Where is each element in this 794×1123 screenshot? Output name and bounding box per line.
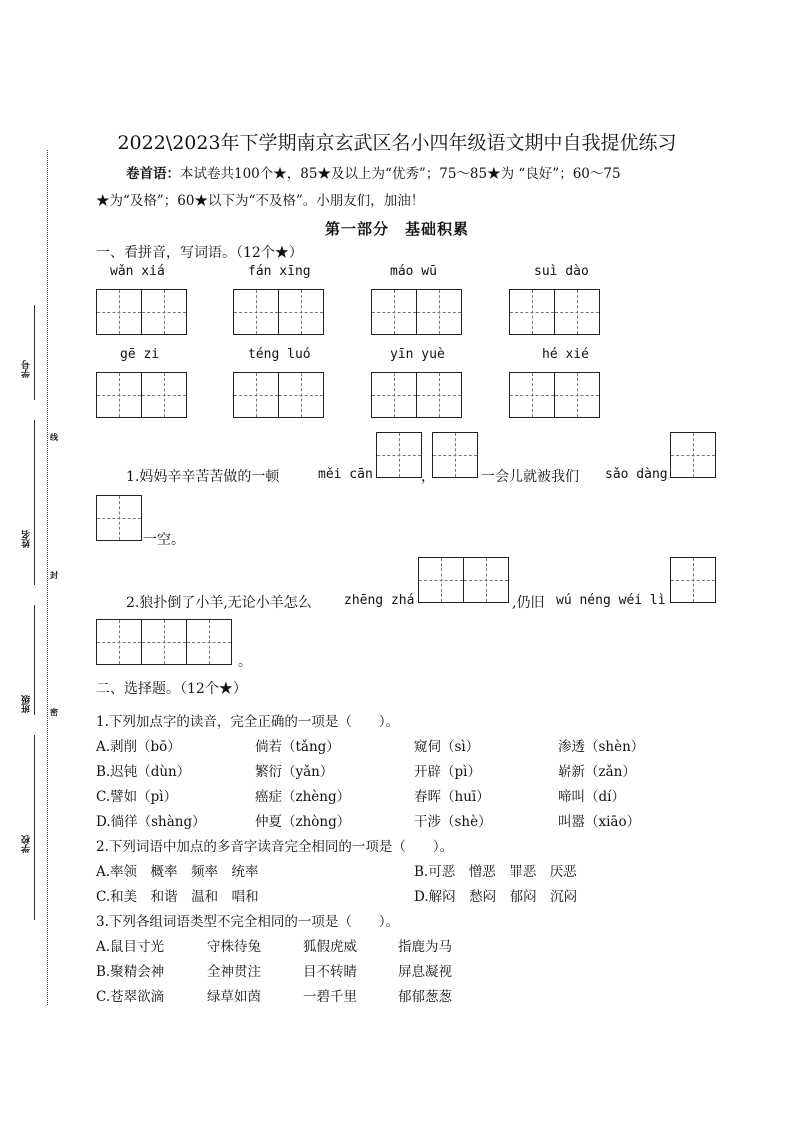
q2-option: A.率领 概率 频率 统率 [96, 864, 259, 880]
q3-option: C.苍翠欲滴 [96, 989, 165, 1005]
q2-stem: 2.下列词语中加点的多音字读音完全相同的一项是（ ）。 [96, 839, 454, 855]
section1-heading: 一、看拼音，写词语。（12个★） [96, 245, 303, 261]
sentence1-comma: ， [421, 469, 435, 485]
sentence2-part-b: ,仍旧 [512, 595, 545, 611]
sentence1-part-b: 一会儿就被我们 [481, 469, 579, 485]
school-underline [34, 735, 35, 920]
seal-mark-line: 线 [50, 432, 58, 442]
writing-grid[interactable] [96, 619, 231, 665]
q1-option: 叫嚣（xiāo） [558, 814, 641, 830]
id-underline [34, 305, 35, 400]
q3-option: 绿草如茵 [207, 989, 261, 1005]
q1-option: B.迟钝（dùn） [96, 764, 191, 780]
writing-grid[interactable] [371, 289, 461, 335]
writing-grid[interactable] [418, 557, 508, 603]
pinyin-label: yīn yuè [390, 347, 445, 362]
name-underline [34, 420, 35, 585]
q1-stem: 1.下列加点字的读音，完全正确的一项是（ ）。 [96, 714, 400, 730]
intro-text-1: 本试卷共100个★，85★及以上为“优秀”；75～85★为 “良好”；60～75 [180, 166, 621, 182]
sentence1-pinyin-1: měi cān [318, 467, 373, 482]
class-underline [34, 605, 35, 715]
pinyin-label: hé xié [542, 347, 589, 362]
pinyin-label: téng luó [248, 347, 311, 362]
q3-option: 郁郁葱葱 [398, 989, 452, 1005]
writing-grid[interactable] [371, 372, 461, 418]
writing-grid[interactable] [96, 372, 186, 418]
class-label: 班级 [22, 695, 32, 713]
sentence2-pinyin-1: zhēng zhá [344, 593, 415, 608]
q1-option: 干涉（shè） [414, 814, 492, 830]
q3-option: 狐假虎威 [303, 939, 357, 955]
writing-cell[interactable] [376, 432, 421, 478]
q3-option: 一碧千里 [303, 989, 357, 1005]
pinyin-label: máo wū [390, 264, 437, 279]
intro-line-1 [126, 162, 621, 182]
q1-option: C.譬如（pì） [96, 789, 178, 805]
part1-title: 第一部分 基础积累 [324, 220, 469, 238]
student-id-label: 学号 [22, 360, 32, 378]
school-label: 学校 [22, 835, 32, 853]
q3-option: 目不转睛 [303, 964, 357, 980]
writing-cell[interactable] [670, 432, 715, 478]
intro-label: 卷首语： [126, 166, 180, 182]
sentence2-part-a: 2.狼扑倒了小羊,无论小羊怎么 [126, 595, 312, 611]
writing-grid[interactable] [509, 289, 599, 335]
writing-grid[interactable] [233, 372, 323, 418]
sentence1-part-c: 一空。 [143, 532, 185, 548]
binding-margin [8, 0, 68, 1123]
q3-stem: 3.下列各组词语类型不完全相同的一项是（ ）。 [96, 914, 400, 930]
q1-option: 癌症（zhèng） [255, 789, 351, 805]
seal-mark-seal: 封 [50, 570, 58, 580]
q1-option: 渗透（shèn） [558, 739, 645, 755]
q1-option: 繁衍（yǎn） [255, 764, 334, 780]
q1-option: 仲夏（zhòng） [255, 814, 351, 830]
exam-title: 2022\2023年下学期南京玄武区名小四年级语文期中自我提优练习 [117, 132, 677, 154]
q1-option: D.徜徉（shàng） [96, 814, 206, 830]
writing-cell[interactable] [96, 495, 141, 541]
q1-option: 啼叫（dí） [558, 789, 625, 805]
writing-grid[interactable] [96, 289, 186, 335]
writing-cell[interactable] [432, 432, 477, 478]
q3-option: A.鼠目寸光 [96, 939, 165, 955]
q2-option: C.和美 和谐 温和 唱和 [96, 889, 259, 905]
student-name-label: 姓名 [22, 530, 32, 548]
q1-option: 倘若（tǎng） [255, 739, 340, 755]
q2-option: D.解闷 愁闷 郁闷 沉闷 [414, 889, 578, 905]
pinyin-label: wǎn xiá [110, 264, 165, 279]
pinyin-label: gē zi [120, 347, 160, 362]
sentence1-pinyin-2: sǎo dàng [605, 467, 668, 482]
writing-grid[interactable] [233, 289, 323, 335]
q1-option: 崭新（zǎn） [558, 764, 636, 780]
seal-dotted-line [47, 150, 48, 1005]
writing-cell[interactable] [670, 557, 715, 603]
writing-grid[interactable] [509, 372, 599, 418]
section2-heading: 二、选择题。（12个★） [96, 681, 247, 697]
intro-line-2: ★为“及格”；60★以下为“不及格”。小朋友们，加油！ [96, 193, 425, 209]
q3-option: B.聚精会神 [96, 964, 165, 980]
sentence2-part-c: 。 [238, 654, 252, 670]
q1-option: 窥伺（sì） [414, 739, 480, 755]
q2-option: B.可恶 憎恶 罪恶 厌恶 [414, 864, 577, 880]
q3-option: 守株待兔 [207, 939, 261, 955]
sentence1-part-a: 1.妈妈辛辛苦苦做的一顿 [126, 469, 280, 485]
pinyin-label: fán xīng [248, 264, 311, 279]
q3-option: 屏息凝视 [398, 964, 452, 980]
q1-option: 开辟（pì） [414, 764, 481, 780]
q1-option: A.剥削（bō） [96, 739, 181, 755]
seal-mark-secret: 密 [50, 707, 58, 717]
q3-option: 全神贯注 [207, 964, 261, 980]
sentence2-pinyin-2: wú néng wéi lì [556, 593, 666, 608]
pinyin-label: suì dào [534, 264, 589, 279]
q1-option: 春晖（huī） [414, 789, 490, 805]
q3-option: 指鹿为马 [398, 939, 452, 955]
